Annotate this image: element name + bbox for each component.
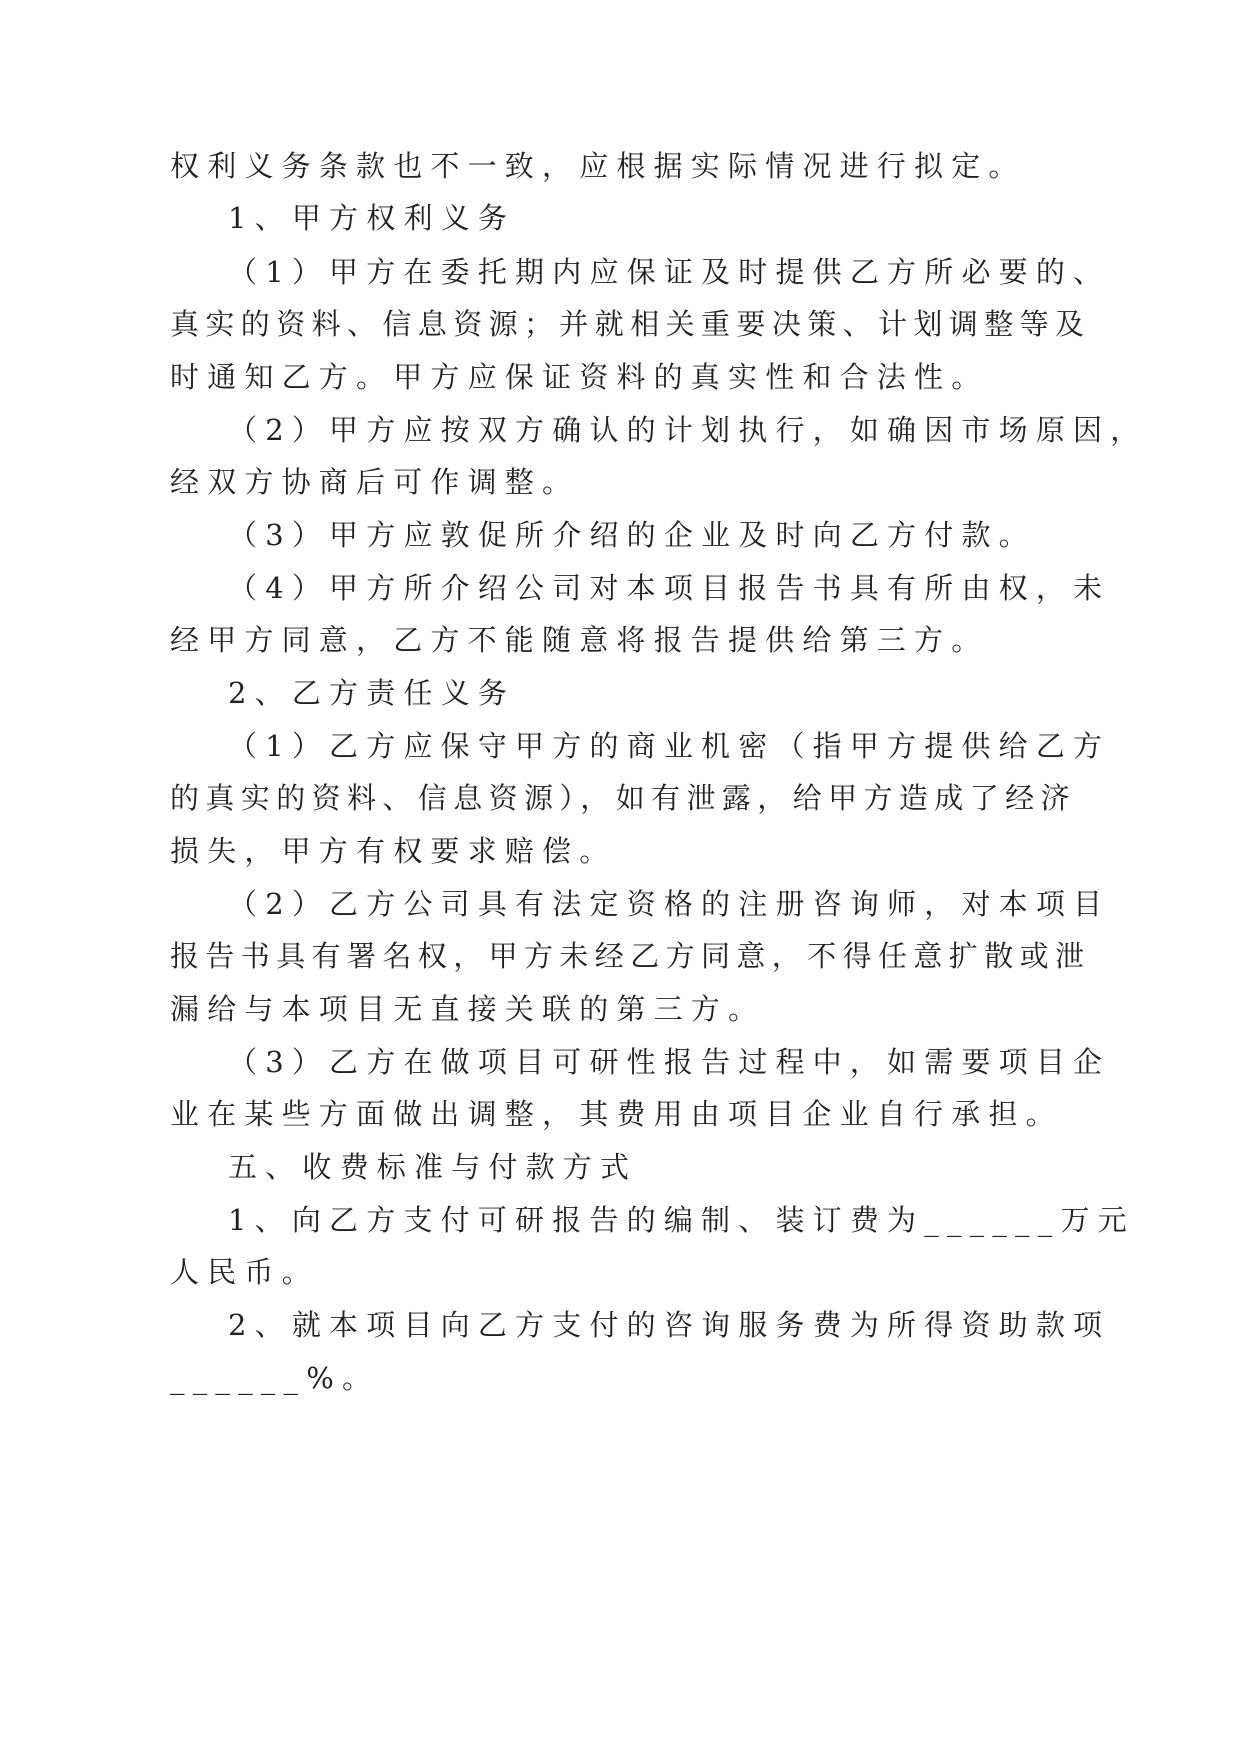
text-line: ______%。: [170, 1361, 380, 1395]
text-line: （4）甲方所介绍公司对本项目报告书具有所由权，未: [228, 571, 1111, 605]
text-line: 人民币。: [170, 1255, 319, 1289]
text-line: 时通知乙方。甲方应保证资料的真实性和合法性。: [170, 360, 989, 394]
text-line: 2、就本项目向乙方支付的咨询服务费为所得资助款项: [228, 1308, 1111, 1342]
text-line: 报告书具有署名权，甲方未经乙方同意，不得任意扩散或泄: [170, 939, 1091, 973]
text-line: （2）乙方公司具有法定资格的注册咨询师，对本项目: [228, 887, 1111, 921]
text-line: （2）甲方应按双方确认的计划执行，如确因市场原因，: [228, 413, 1148, 447]
text-line: （1）乙方应保守甲方的商业机密（指甲方提供给乙方: [228, 729, 1111, 763]
text-line: （1）甲方在委托期内应保证及时提供乙方所必要的、: [228, 255, 1111, 289]
text-line: 经双方协商后可作调整。: [170, 465, 580, 499]
text-line: 业在某些方面做出调整，其费用由项目企业自行承担。: [170, 1097, 1063, 1131]
section-heading: 2、乙方责任义务: [228, 676, 516, 710]
text-line: 真实的资料、信息资源；并就相关重要决策、计划调整等及: [170, 307, 1091, 341]
text-line: 经甲方同意，乙方不能随意将报告提供给第三方。: [170, 623, 989, 657]
text-line: 漏给与本项目无直接关联的第三方。: [170, 992, 766, 1026]
section-heading: 1、甲方权利义务: [228, 201, 516, 235]
text-line: （3）甲方应敦促所介绍的企业及时向乙方付款。: [228, 518, 1036, 552]
text-line: 损失，甲方有权要求赔偿。: [170, 834, 617, 868]
text-line: 1、向乙方支付可研报告的编制、装订费为______万元: [228, 1203, 1135, 1237]
section-heading: 五、收费标准与付款方式: [228, 1150, 638, 1184]
text-line: 的真实的资料、信息资源），如有泄露，给甲方造成了经济: [170, 781, 1076, 815]
text-line: 权利义务条款也不一致，应根据实际情况进行拟定。: [170, 149, 1026, 183]
text-line: （3）乙方在做项目可研性报告过程中，如需要项目企: [228, 1045, 1111, 1079]
